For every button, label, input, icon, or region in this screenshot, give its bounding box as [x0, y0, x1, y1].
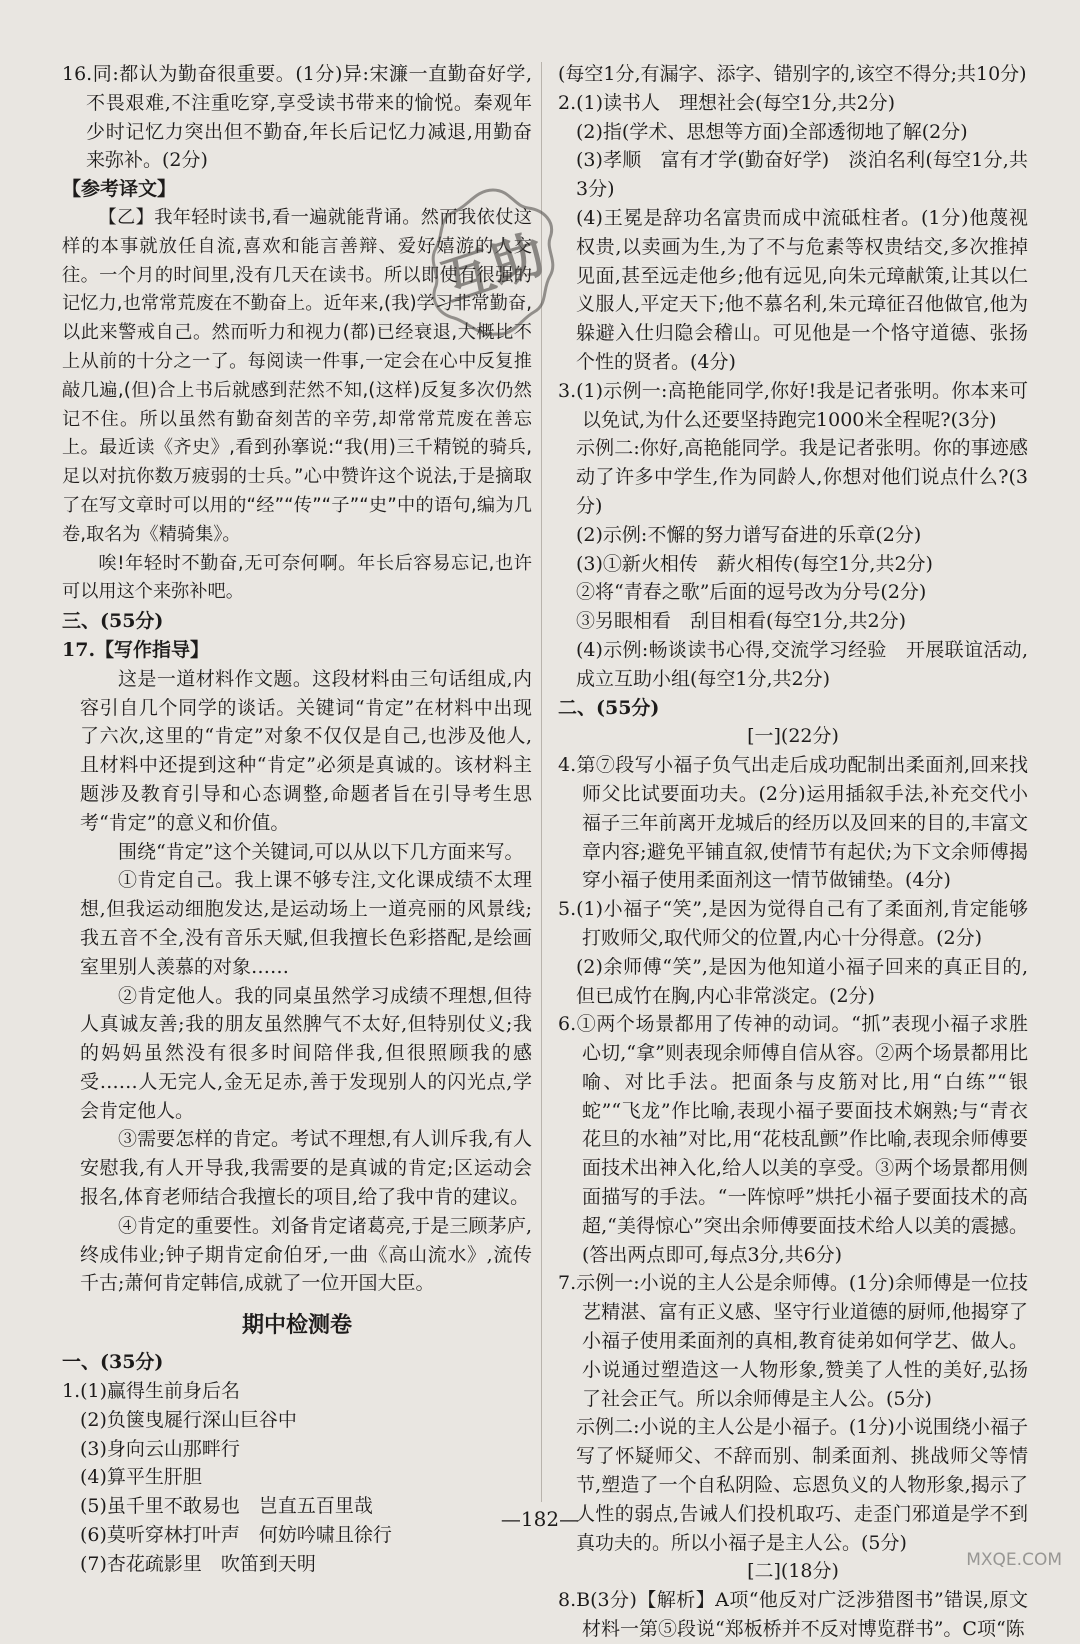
stamp-text: 互助	[434, 224, 553, 314]
answer-7-item: 示例二:小说的主人公是小福子。(1分)小说围绕小福子写了怀疑师父、不辞而别、制柔面剂、挑战师父等情节,塑造了一个自私阴险、忘恩负义的人物形象,揭示了人性的弱点,告诫人们投机取巧、走歪门邪道是学不到真功夫的。所以小福子是主人公。(5分)	[576, 1416, 1028, 1554]
writing-guide-paragraph: 围绕“肯定”这个关键词,可以从以下几方面来写。	[118, 840, 524, 863]
writing-guide-paragraph: ④肯定的重要性。刘备肯定诸葛亮,于是三顾茅庐,终成伟业;钟子期肯定俞伯牙,一曲《高山流水》,流传千古;萧何肯定韩信,成就了一位开国大臣。	[80, 1214, 532, 1295]
answer-1-item: (3)身向云山那畔行	[80, 1437, 240, 1460]
answer-5-item: 5.(1)小福子“笑”,是因为觉得自己有了柔面剂,肯定能够打败师父,取代师父的位置,内心十分得意。(2分)	[558, 898, 1028, 949]
answer-1-item: (4)算平生肝胆	[80, 1466, 202, 1489]
page-number: —182—	[500, 1507, 580, 1531]
part-heading: [一](22分)	[747, 725, 839, 748]
answer-3-item: ③另眼相看 刮目相看(每空1分,共2分)	[576, 610, 907, 633]
writing-guide-paragraph: ①肯定自己。我上课不够专注,文化课成绩不太理想,但我运动细胞发达,是运动场上一道亮丽的风景线;我五音不全,没有音乐天赋,但我擅长色彩搭配,是绘画室里别人羡慕的对象……	[80, 869, 532, 978]
answer-3-item: ②将“青春之歌”后面的逗号改为分号(2分)	[576, 581, 927, 604]
answer-1-scoring-note: (每空1分,有漏字、添字、错别字的,该空不得分;共10分)	[558, 63, 1027, 85]
right-column	[558, 60, 1028, 1644]
answer-1-item: 1.(1)赢得生前身后名	[62, 1380, 241, 1403]
answer-1-item: (2)负箧曳屣行深山巨谷中	[80, 1408, 297, 1431]
section-heading: 一、(35分)	[62, 1351, 164, 1374]
answer-5-item: (2)余师傅“笑”,是因为他知道小福子回来的真正目的,但已成竹在胸,内心非常淡定。(2分)	[576, 955, 1028, 1007]
corner-url: MXQE.COM	[966, 1550, 1062, 1570]
exam-title: 期中检测卷	[241, 1312, 352, 1339]
answer-17: 17.【写作指导】	[62, 638, 210, 661]
translation-paragraph: 唉!年轻时不勤奋,无可奈何啊。年长后容易忘记,也许可以用这个来弥补吧。	[62, 552, 532, 603]
answer-6: 6.①两个场景都用了传神的动词。“抓”表现小福子求胜心切,“拿”则表现余师傅自信从容。②两个场景都用比喻、对比手法。把面条与皮筋对比,用“白练”“银蛇”“飞龙”作比喻,表现小福子要面技术娴熟;与“青衣花旦的水袖”对比,用“花枝乱颤”作比喻,表现余师傅要面技术出神入化,给人以美的享受。③两个场景都用侧面描写的手法。“一阵惊呼”烘托小福子要面技术的高超,“美得惊心”突出余师傅要面技术给人以美的震撼。(答出两点即可,每点3分,共6分)	[558, 1013, 1028, 1266]
section-heading: 三、(55分)	[62, 610, 164, 633]
answer-3-item: 示例二:你好,高艳能同学。我是记者张明。你的事迹感动了许多中学生,作为同龄人,你想对他们说点什么?(3分)	[576, 437, 1028, 517]
answer-4: 4.第⑦段写小福子负气出走后成功配制出柔面剂,回来找师父比试要面功夫。(2分)运用插叙手法,补充交代小福子三年前离开龙城后的经历以及回来的目的,丰富文章内容;避免平铺直叙,使情节有起伏;为下文余师傅揭穿小福子使用柔面剂这一情节做铺垫。(4分)	[558, 754, 1028, 892]
part-heading: [二](18分)	[747, 1560, 839, 1583]
answer-3-item: (4)示例:畅谈读书心得,交流学习经验 开展联谊活动,成立互助小组(每空1分,共2分)	[576, 638, 1028, 690]
section-heading: 二、(55分)	[558, 696, 660, 719]
writing-guide-paragraph: ②肯定他人。我的同桌虽然学习成绩不理想,但待人真诚友善;我的朋友虽然脾气不太好,但特别仗义;我的妈妈虽然没有很多时间陪伴我,但很照顾我的感受……人无完人,金无足赤,善于发现别人的闪光点,学会肯定他人。	[80, 984, 532, 1122]
answer-2-item: (4)王冕是辞功名富贵而成中流砥柱者。(1分)他蔑视权贵,以卖画为生,为了不与危素等权贵结交,多次推掉见面,甚至远走他乡;他有远见,向朱元璋献策,让其以仁义服人,平定天下;他不慕名利,朱元璋征召他做官,他为躲避入仕归隐会稽山。可见他是一个恪守道德、张扬个性的贤者。(4分)	[576, 206, 1028, 373]
stamp-watermark-icon	[418, 178, 568, 348]
answer-1-item: (6)莫听穿林打叶声 何妨吟啸且徐行	[80, 1524, 392, 1547]
answer-2-item: (3)孝顺 富有才学(勤奋好学) 淡泊名利(每空1分,共3分)	[576, 149, 1028, 201]
answer-3-item: (3)①新火相传 薪火相传(每空1分,共2分)	[576, 552, 933, 575]
writing-guide-paragraph: 这是一道材料作文题。这段材料由三句话组成,内容引自几个同学的谈话。关键词“肯定”在材料中出现了六次,这里的“肯定”对象不仅仅是自己,也涉及他人,且材料中还提到这种“肯定”必须是真诚的。该材料主题涉及教育引导和心态调整,命题者旨在引导考生思考“肯定”的意义和价值。	[80, 667, 532, 834]
answer-1-item: (7)杏花疏影里 吹笛到天明	[80, 1552, 316, 1575]
translation-paragraph: 【乙】我年轻时读书,看一遍就能背诵。然而我依仗这样的本事就放任自流,喜欢和能言善辩、爱好嬉游的人交往。一个月的时间里,没有几天在读书。所以即使有很强的记忆力,也常常荒废在不勤奋上。近年来,(我)学习非常勤奋,以此来警戒自己。然而听力和视力(都)已经衰退,大概比不上从前的十分之一了。每阅读一件事,一定会在心中反复推敲几遍,(但)合上书后就感到茫然不知,(这样)反复多次仍然记不住。所以虽然有勤奋刻苦的辛劳,却常常荒废在善忘上。最近读《齐史》,看到孙搴说:“我(用)三千精锐的骑兵,足以对抗你数万疲弱的士兵。”心中赞许这个说法,于是摘取了在写文章时可以用的“经”“传”“子”“史”中的语句,编为几卷,取名为《精骑集》。	[62, 206, 532, 545]
answer-3-item: (2)示例:不懈的努力谱写奋进的乐章(2分)	[576, 523, 922, 546]
reference-translation-heading: 【参考译文】	[62, 178, 177, 201]
answer-7-item: 7.示例一:小说的主人公是余师傅。(1分)余师傅是一位技艺精湛、富有正义感、坚守行业道德的厨师,他揭穿了小福子使用柔面剂的真相,教育徒弟如何学艺、做人。小说通过塑造这一人物形象,赞美了人性的美好,弘扬了社会正气。所以余师傅是主人公。(5分)	[558, 1272, 1028, 1410]
answer-2-item: (2)指(学术、思想等方面)全部透彻地了解(2分)	[576, 120, 968, 143]
answer-8: 8.B(3分)【解析】A项“他反对广泛涉猎图书”错误,原文材料一第⑤段说“郑板桥并不反对博览群书”。C项“陈	[558, 1589, 1028, 1641]
writing-guide-paragraph: ③需要怎样的肯定。考试不理想,有人训斥我,有人安慰我,有人开导我,我需要的是真诚的肯定;区运动会报名,体育老师结合我擅长的项目,给了我中肯的建议。	[80, 1128, 532, 1209]
corner-logo-watermark	[918, 1514, 1068, 1572]
answer-3-item: 3.(1)示例一:高艳能同学,你好!我是记者张明。你本来可以免试,为什么还要坚持跑完1000米全程呢?(3分)	[558, 379, 1028, 431]
answer-16: 16.同:都认为勤奋很重要。(1分)异:宋濂一直勤奋好学,不畏艰难,不注重吃穿,享受读书带来的愉悦。秦观年少时记忆力突出但不勤奋,年长后记忆力减退,用勤奋来弥补。(2分)	[62, 63, 532, 172]
answer-1-item: (5)虽千里不敢易也 岂直五百里哉	[80, 1495, 373, 1518]
answer-2-item: 2.(1)读书人 理想社会(每空1分,共2分)	[558, 91, 896, 114]
